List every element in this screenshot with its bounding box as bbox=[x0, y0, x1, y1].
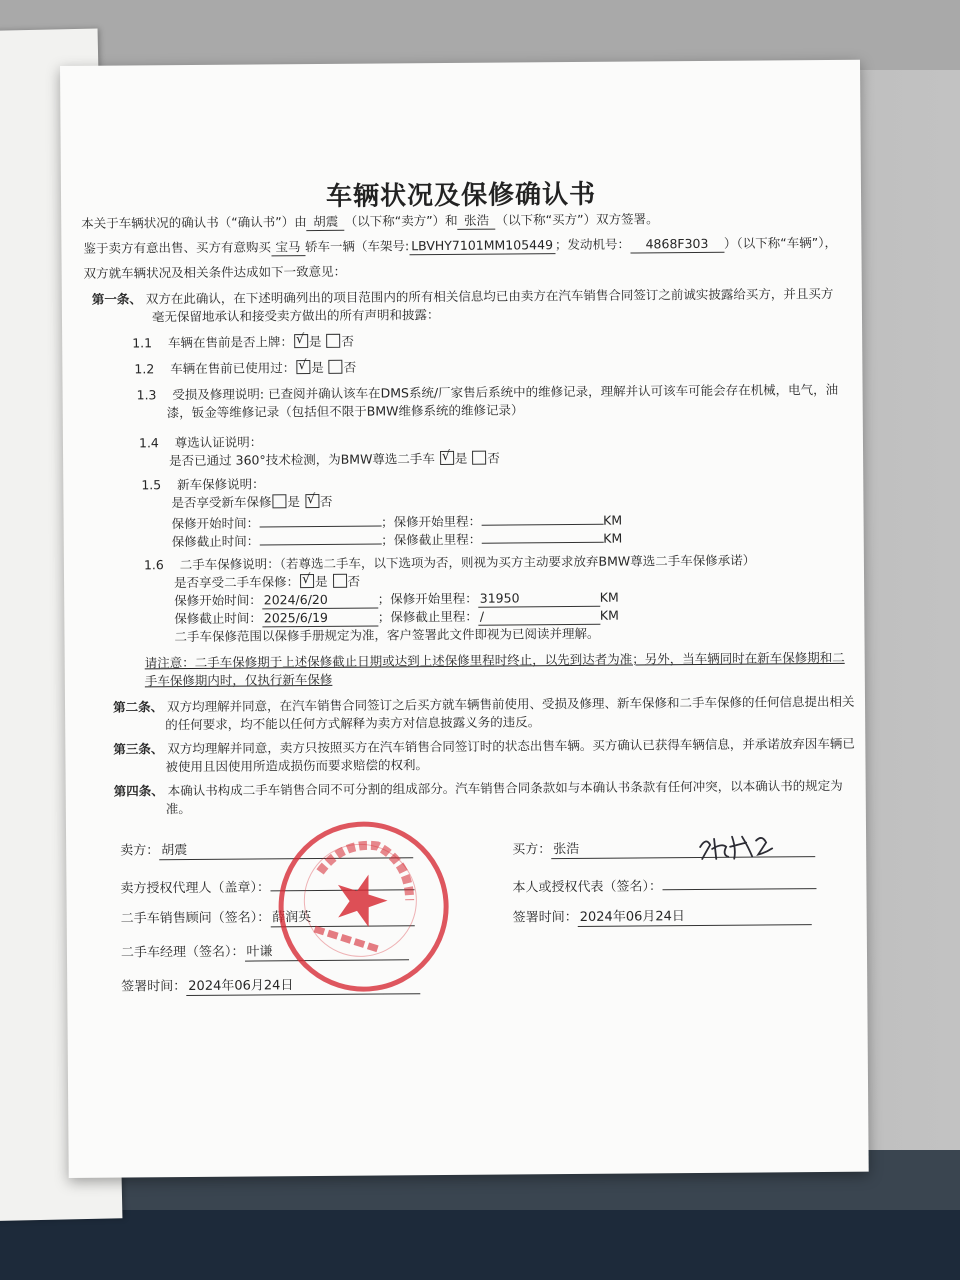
engine-number-field: 4868F303 bbox=[630, 236, 724, 254]
yes-checkbox-checked[interactable] bbox=[300, 574, 314, 588]
field-label: ；保修开始里程： bbox=[381, 513, 482, 530]
consultant-label: 二手车销售顾问（签名）： bbox=[120, 910, 271, 927]
buyer-rep-row bbox=[512, 874, 816, 896]
warranty-end-km-field[interactable] bbox=[481, 528, 603, 544]
yes-checkbox[interactable] bbox=[272, 494, 286, 508]
buyer-label: 买方： bbox=[512, 842, 552, 858]
item-number: 1.5 bbox=[141, 477, 162, 493]
no-label: 否 bbox=[343, 359, 357, 375]
field-label: ；保修截止里程： bbox=[377, 608, 478, 625]
seller-date-label: 签署时间： bbox=[121, 979, 187, 995]
intro-text: 轿车一辆（车架号: bbox=[304, 238, 410, 255]
item-1-6-end bbox=[174, 608, 619, 628]
yes-label: 是 bbox=[287, 494, 301, 510]
seller-name-value[interactable]: 胡震 bbox=[159, 841, 413, 860]
item-1-5 bbox=[141, 476, 264, 493]
used-warranty-start-km[interactable]: 31950 bbox=[478, 590, 600, 608]
no-checkbox[interactable] bbox=[329, 360, 343, 374]
article-1-text: 双方在此确认，在下述明确列出的项目范围内的所有相关信息均已由卖方在汽车销售合同签订之前诚实披露给买方，并且买方 bbox=[145, 285, 834, 307]
intro-text: ）（以下称“车辆”）， bbox=[723, 234, 838, 251]
seller-label: 卖方： bbox=[120, 843, 160, 859]
article-4 bbox=[114, 778, 843, 800]
intro-text: ；发动机号： bbox=[554, 236, 631, 253]
intro-line-3: 双方就车辆状况及相关条件达成如下一致意见： bbox=[83, 263, 347, 281]
seal-star-icon bbox=[266, 806, 454, 994]
yes-checkbox-checked[interactable] bbox=[294, 334, 308, 348]
confirmation-document bbox=[60, 60, 869, 1178]
item-1-4-question bbox=[169, 451, 500, 470]
yes-checkbox-checked[interactable] bbox=[296, 360, 310, 374]
item-text: 是否已通过 360°技术检测，为BMW尊选二手车 bbox=[169, 451, 435, 469]
buyer-date-row bbox=[513, 908, 812, 927]
table-edge bbox=[0, 1210, 960, 1280]
intro-line-1 bbox=[81, 211, 658, 233]
warranty-note-cont: 手车保修期内时，仅执行新车保修 bbox=[144, 671, 333, 689]
article-2-text: 双方均理解并同意，在汽车销售合同签订之后买方就车辆售前使用、受损及修理、新车保修和二手车保修的任何信息提出相关 bbox=[166, 693, 855, 715]
seller-date-value[interactable]: 2024年06月24日 bbox=[186, 977, 420, 996]
intro-text: （以下称“卖方”）和 bbox=[344, 212, 458, 229]
article-3 bbox=[113, 736, 855, 758]
item-1-6-start bbox=[174, 590, 619, 610]
yes-label: 是 bbox=[308, 333, 322, 350]
item-1-5-question bbox=[171, 494, 332, 511]
no-checkbox-checked[interactable] bbox=[305, 494, 319, 508]
consultant-signature[interactable]: 薛润英 bbox=[270, 909, 414, 927]
item-label: 尊选认证说明： bbox=[174, 434, 263, 451]
no-checkbox[interactable] bbox=[326, 334, 340, 348]
item-number: 1.6 bbox=[143, 557, 164, 573]
intro-text: 本关于车辆状况的确认书（“确认书”）由 bbox=[81, 214, 307, 231]
field-label: ；保修截止里程： bbox=[381, 531, 482, 548]
km-unit: KM bbox=[603, 530, 623, 546]
item-text: 是否享受新车保修 bbox=[171, 494, 272, 511]
field-label: 保修截止时间： bbox=[171, 533, 260, 550]
article-2-label: 第二条、 bbox=[112, 699, 164, 715]
item-text: 是否享受二手车保修： bbox=[174, 574, 300, 591]
no-label: 否 bbox=[319, 493, 333, 509]
article-4-label: 第四条、 bbox=[113, 783, 164, 799]
article-3-text: 双方均理解并同意，卖方只按照买方在汽车销售合同签订时的状态出售车辆。买方确认已获得车辆信息，并承诺放弃因车辆已 bbox=[167, 735, 855, 757]
manager-signature[interactable]: 叶谦 bbox=[244, 943, 408, 961]
yes-label: 是 bbox=[454, 450, 468, 466]
article-4-text-cont: 准。 bbox=[165, 800, 191, 817]
warranty-start-km-field[interactable] bbox=[481, 510, 603, 526]
seller-name-field: 胡震 bbox=[307, 214, 345, 231]
item-1-3-cont: 漆，钣金等维修记录（包括但不限于BMW维修系统的维修记录） bbox=[166, 402, 524, 421]
article-1-label: 第一条、 bbox=[91, 291, 142, 307]
article-3-text-cont: 被使用且因使用所造成损伤而要求赔偿的权利。 bbox=[165, 757, 429, 775]
item-number: 1.4 bbox=[138, 435, 159, 451]
manager-label: 二手车经理（签名）： bbox=[120, 944, 245, 961]
buyer-date-label: 签署时间： bbox=[512, 909, 578, 926]
no-label: 否 bbox=[487, 450, 500, 466]
yes-label: 是 bbox=[315, 573, 328, 590]
item-1-6-question bbox=[174, 574, 360, 591]
vin-field: LBVHY7101MM105449 bbox=[409, 237, 555, 255]
item-label: 车辆在售前是否上牌： bbox=[167, 334, 294, 351]
buyer-name-value[interactable]: 张浩 bbox=[551, 840, 815, 859]
item-1-1 bbox=[132, 334, 354, 352]
used-warranty-end-time[interactable]: 2025/6/19 bbox=[262, 610, 378, 628]
warranty-end-time-field[interactable] bbox=[259, 529, 381, 545]
item-1-3 bbox=[137, 382, 839, 404]
seller-agent-label: 卖方授权代理人（盖章）： bbox=[120, 880, 271, 897]
item-1-2 bbox=[134, 360, 356, 378]
article-1-text-cont: 毫无保留地承认和接受卖方做出的所有声明和披露： bbox=[151, 307, 440, 325]
yes-checkbox-checked[interactable] bbox=[440, 451, 454, 465]
km-unit: KM bbox=[599, 589, 619, 605]
item-1-4 bbox=[139, 434, 262, 451]
item-1-6-scope: 二手车保修范围以保修手册规定为准，客户签署此文件即视为已阅读并理解。 bbox=[174, 625, 600, 645]
used-warranty-start-time[interactable]: 2024/6/20 bbox=[262, 592, 378, 610]
yes-label: 是 bbox=[311, 359, 324, 376]
intro-text: （以下称“买方”）双方签署。 bbox=[495, 211, 659, 228]
article-4-text: 本确认书构成二手车销售合同不可分割的组成部分。汽车销售合同条款如与本确认书条款有任何冲突，以本确认书的规定为 bbox=[167, 777, 843, 799]
buyer-rep-label: 本人或授权代表（签名）： bbox=[512, 879, 663, 896]
field-label: ；保修开始里程： bbox=[377, 590, 478, 607]
warranty-note: 请注意：二手车保修期于上述保修截止日期或达到上述保修里程时终止，以先到达者为准；另外，当车辆同时在新车保修期和二 bbox=[144, 649, 845, 671]
item-number: 1.3 bbox=[136, 387, 157, 403]
article-2-text-cont: 的任何要求，均不能以任何方式解释为卖方对信息披露义务的违反。 bbox=[165, 714, 541, 733]
brand-field: 宝马 bbox=[271, 239, 305, 256]
intro-line-2 bbox=[83, 235, 837, 258]
buyer-handwritten-signature bbox=[696, 828, 786, 869]
km-unit: KM bbox=[603, 512, 623, 528]
article-1 bbox=[92, 286, 834, 308]
item-text: 受损及修理说明: 已查阅并确认该车在DMS系统/厂家售后系统中的维修记录，理解并认可该车可能会存在机械，电气，油 bbox=[172, 381, 839, 403]
article-2 bbox=[113, 694, 855, 716]
buyer-date-value[interactable]: 2024年06月24日 bbox=[578, 908, 812, 927]
buyer-signature-field[interactable] bbox=[662, 874, 816, 890]
used-warranty-end-km[interactable]: / bbox=[478, 608, 600, 626]
item-label: 新车保修说明： bbox=[177, 476, 265, 493]
field-label: 保修开始时间： bbox=[171, 515, 260, 532]
item-1-5-end bbox=[172, 528, 623, 551]
article-3-label: 第三条、 bbox=[113, 741, 164, 757]
no-label: 否 bbox=[347, 573, 361, 589]
km-unit: KM bbox=[599, 607, 619, 623]
field-label: 保修开始时间： bbox=[174, 592, 262, 609]
intro-text: 鉴于卖方有意出售、买方有意购买 bbox=[83, 239, 272, 256]
no-checkbox[interactable] bbox=[333, 574, 347, 588]
warranty-start-time-field[interactable] bbox=[259, 511, 381, 527]
no-checkbox[interactable] bbox=[472, 451, 486, 465]
buyer-name-field: 张浩 bbox=[458, 213, 496, 230]
document-title: 车辆状况及保修确认书 bbox=[325, 179, 597, 212]
no-label: 否 bbox=[341, 333, 355, 349]
item-1-6 bbox=[144, 553, 755, 574]
item-number: 1.2 bbox=[134, 361, 155, 377]
item-label: 二手车保修说明：（若尊选二手车，以下选项为否，则视为买方主动要求放弃BMW尊选二手车保修承诺） bbox=[179, 552, 756, 573]
item-label: 车辆在售前已使用过： bbox=[170, 360, 296, 377]
item-number: 1.1 bbox=[132, 335, 153, 351]
field-label: 保修截止时间： bbox=[174, 610, 262, 627]
